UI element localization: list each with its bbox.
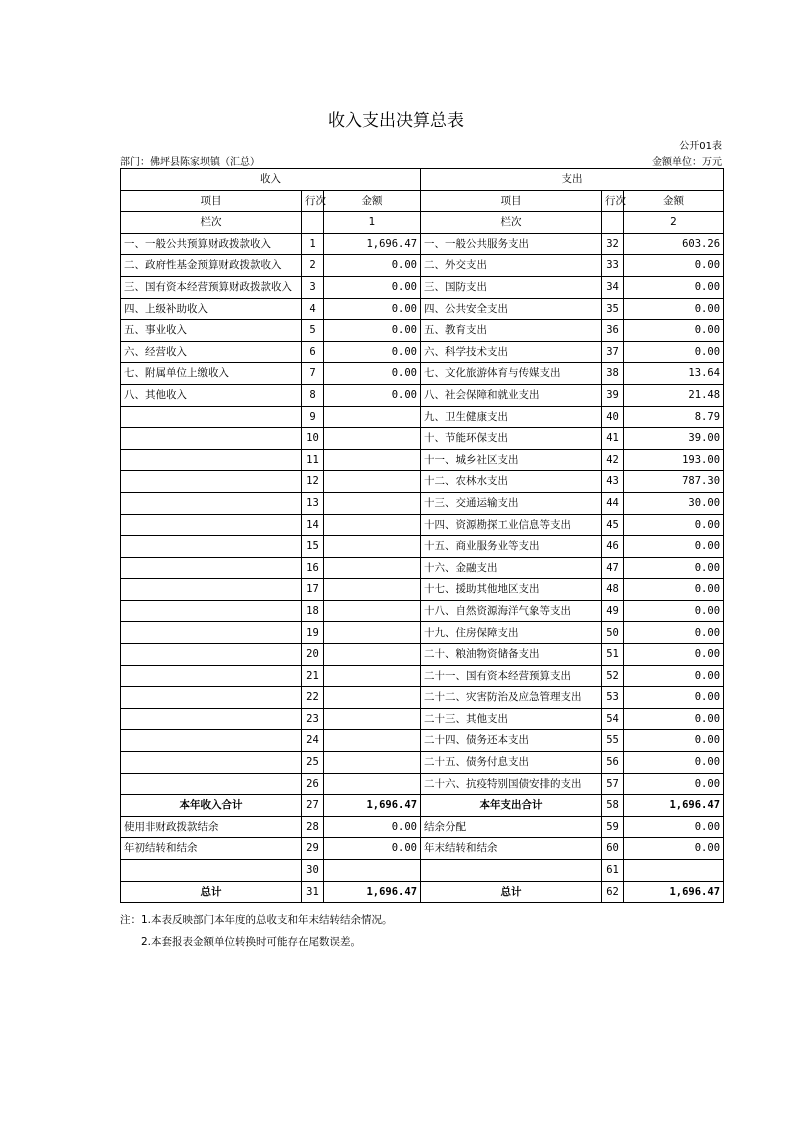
page-title: 收入支出决算总表 [328,111,464,131]
expense-amount-cell: 0.00 [624,687,724,709]
income-amount-cell [324,536,421,558]
income-amount-cell [324,406,421,428]
income-line-cell: 31 [302,881,324,903]
income-item-header: 项目 [121,190,302,212]
income-item-cell [121,406,302,428]
income-item-cell [121,708,302,730]
table-row [121,298,724,320]
form-number: 公开01表 [679,141,722,152]
expense-section-header: 支出 [421,169,724,191]
income-line-cell: 17 [302,579,324,601]
expense-line-cell: 48 [602,579,624,601]
income-line-cell: 25 [302,752,324,774]
income-item-cell [121,449,302,471]
expense-amount-header: 金额 [624,190,724,212]
expense-line-cell: 43 [602,471,624,493]
expense-amount-cell: 39.00 [624,428,724,450]
income-line-header: 行次 [302,190,324,212]
expense-amount-cell: 1,696.47 [624,881,724,903]
income-amount-cell [324,752,421,774]
income-amount-cell [324,644,421,666]
income-item-cell: 八、其他收入 [121,384,302,406]
expense-item-cell: 十七、援助其他地区支出 [421,579,602,601]
expense-amount-cell: 0.00 [624,557,724,579]
table-row [121,514,724,536]
department-label: 部门：佛坪县陈家坝镇（汇总） [120,157,260,168]
expense-amount-cell: 603.26 [624,233,724,255]
expense-amount-cell: 0.00 [624,730,724,752]
table-row [121,536,724,558]
income-item-cell: 四、上级补助收入 [121,298,302,320]
income-amount-cell: 0.00 [324,838,421,860]
table-row [121,708,724,730]
expense-amount-cell: 0.00 [624,644,724,666]
expense-line-cell: 37 [602,341,624,363]
table-row [121,644,724,666]
expense-amount-cell: 0.00 [624,255,724,277]
income-line-cell: 27 [302,795,324,817]
table-row [121,773,724,795]
expense-item-cell: 八、社会保障和就业支出 [421,384,602,406]
section-header-row [121,169,724,191]
expense-item-cell: 三、国防支出 [421,276,602,298]
expense-line-cell: 52 [602,665,624,687]
expense-amount-cell: 0.00 [624,600,724,622]
expense-item-cell: 二十一、国有资本经营预算支出 [421,665,602,687]
income-line-cell: 10 [302,428,324,450]
income-amount-cell: 0.00 [324,816,421,838]
income-item-cell [121,644,302,666]
expense-line-cell: 57 [602,773,624,795]
table-row [121,428,724,450]
income-line-cell: 26 [302,773,324,795]
table-row [121,752,724,774]
income-item-cell: 七、附属单位上缴收入 [121,363,302,385]
expense-line-cell: 59 [602,816,624,838]
expense-line-cell: 34 [602,276,624,298]
column-index-row [121,212,724,234]
table-row [121,622,724,644]
expense-item-cell: 总计 [421,881,602,903]
expense-item-cell: 十二、农林水支出 [421,471,602,493]
income-amount-cell: 0.00 [324,255,421,277]
expense-line-cell: 50 [602,622,624,644]
income-amount-cell: 0.00 [324,384,421,406]
income-item-cell [121,687,302,709]
income-amount-cell [324,514,421,536]
table-row [121,816,724,838]
expense-line-cell: 61 [602,860,624,882]
expense-item-cell: 十四、资源勘探工业信息等支出 [421,514,602,536]
expense-line-cell: 46 [602,536,624,558]
income-amount-cell [324,557,421,579]
expense-item-cell: 五、教育支出 [421,320,602,342]
expense-amount-cell: 21.48 [624,384,724,406]
expense-item-cell: 二十二、灾害防治及应急管理支出 [421,687,602,709]
expense-item-cell: 十八、自然资源海洋气象等支出 [421,600,602,622]
income-line-cell: 2 [302,255,324,277]
income-item-cell: 一、一般公共预算财政拨款收入 [121,233,302,255]
table-row [121,384,724,406]
expense-item-cell: 十、节能环保支出 [421,428,602,450]
expense-line-cell: 33 [602,255,624,277]
expense-amount-cell: 0.00 [624,579,724,601]
table-row [121,449,724,471]
income-line-cell: 21 [302,665,324,687]
expense-amount-cell: 0.00 [624,276,724,298]
expense-item-cell: 九、卫生健康支出 [421,406,602,428]
income-item-cell: 使用非财政拨款结余 [121,816,302,838]
income-line-cell: 3 [302,276,324,298]
income-line-cell: 11 [302,449,324,471]
income-line-cell: 1 [302,233,324,255]
income-amount-cell [324,687,421,709]
expense-line-cell: 45 [602,514,624,536]
table-row [121,320,724,342]
income-line-cell: 22 [302,687,324,709]
expense-column-label: 栏次 [421,212,602,234]
expense-line-cell: 60 [602,838,624,860]
expense-item-cell [421,860,602,882]
expense-item-cell: 二十六、抗疫特别国债安排的支出 [421,773,602,795]
income-item-cell [121,428,302,450]
expense-line-cell: 44 [602,492,624,514]
income-section-header: 收入 [121,169,421,191]
expense-line-cell: 32 [602,233,624,255]
expense-amount-cell: 0.00 [624,514,724,536]
table-row [121,730,724,752]
income-line-cell: 7 [302,363,324,385]
expense-item-cell: 二十五、债务付息支出 [421,752,602,774]
expense-amount-cell: 0.00 [624,320,724,342]
expense-amount-cell: 0.00 [624,816,724,838]
expense-item-cell: 二十、粮油物资储备支出 [421,644,602,666]
table-row [121,255,724,277]
expense-line-cell: 56 [602,752,624,774]
income-line-cell: 18 [302,600,324,622]
income-item-cell [121,492,302,514]
expense-amount-cell: 0.00 [624,622,724,644]
expense-amount-cell: 30.00 [624,492,724,514]
income-line-cell: 12 [302,471,324,493]
income-item-cell: 三、国有资本经营预算财政拨款收入 [121,276,302,298]
expense-amount-cell: 0.00 [624,838,724,860]
income-line-cell: 8 [302,384,324,406]
column-header-row [121,190,724,212]
income-line-cell: 5 [302,320,324,342]
expense-amount-cell: 13.64 [624,363,724,385]
expense-amount-cell: 0.00 [624,708,724,730]
expense-item-header: 项目 [421,190,602,212]
table-row [121,665,724,687]
income-line-cell: 15 [302,536,324,558]
expense-item-cell: 十六、金融支出 [421,557,602,579]
income-item-cell [121,514,302,536]
income-item-cell [121,730,302,752]
expense-item-cell: 二十三、其他支出 [421,708,602,730]
table-row [121,233,724,255]
income-column-label: 栏次 [121,212,302,234]
income-column-index: 1 [324,212,421,234]
income-line-cell: 28 [302,816,324,838]
table-row [121,579,724,601]
expense-amount-cell: 0.00 [624,752,724,774]
expense-line-cell: 39 [602,384,624,406]
income-item-cell: 五、事业收入 [121,320,302,342]
income-line-cell: 23 [302,708,324,730]
table-row [121,881,724,903]
note-1: 注：1.本表反映部门本年度的总收支和年末结转结余情况。 [120,914,393,926]
income-line-cell: 13 [302,492,324,514]
expense-line-cell: 49 [602,600,624,622]
expense-amount-cell: 193.00 [624,449,724,471]
table-row [121,838,724,860]
expense-item-cell: 二、外交支出 [421,255,602,277]
amount-unit-label: 金额单位：万元 [652,157,722,168]
expense-amount-cell: 1,696.47 [624,795,724,817]
expense-item-cell: 年末结转和结余 [421,838,602,860]
income-amount-header: 金额 [324,190,421,212]
income-item-cell [121,860,302,882]
expense-line-cell: 62 [602,881,624,903]
income-amount-cell [324,622,421,644]
income-line-cell: 4 [302,298,324,320]
expense-item-cell: 本年支出合计 [421,795,602,817]
empty-cell [602,212,624,234]
income-amount-cell: 1,696.47 [324,795,421,817]
income-line-cell: 30 [302,860,324,882]
table-row [121,860,724,882]
expense-line-header: 行次 [602,190,624,212]
income-amount-cell [324,708,421,730]
income-amount-cell [324,492,421,514]
expense-amount-cell: 8.79 [624,406,724,428]
income-line-cell: 29 [302,838,324,860]
expense-line-cell: 41 [602,428,624,450]
income-line-cell: 24 [302,730,324,752]
expense-line-cell: 58 [602,795,624,817]
expense-item-cell: 四、公共安全支出 [421,298,602,320]
income-amount-cell: 0.00 [324,298,421,320]
expense-line-cell: 35 [602,298,624,320]
expense-amount-cell: 0.00 [624,665,724,687]
expense-item-cell: 一、一般公共服务支出 [421,233,602,255]
expense-amount-cell: 0.00 [624,341,724,363]
expense-item-cell: 六、科学技术支出 [421,341,602,363]
table-row [121,795,724,817]
income-item-cell [121,557,302,579]
income-item-cell: 本年收入合计 [121,795,302,817]
expense-line-cell: 54 [602,708,624,730]
expense-amount-cell: 0.00 [624,773,724,795]
income-amount-cell [324,428,421,450]
expense-item-cell: 七、文化旅游体育与传媒支出 [421,363,602,385]
income-amount-cell [324,773,421,795]
expense-item-cell: 二十四、债务还本支出 [421,730,602,752]
expense-line-cell: 42 [602,449,624,471]
income-amount-cell [324,730,421,752]
expense-item-cell: 十三、交通运输支出 [421,492,602,514]
table-row [121,492,724,514]
income-amount-cell: 0.00 [324,276,421,298]
income-amount-cell [324,449,421,471]
income-item-cell [121,600,302,622]
income-item-cell: 年初结转和结余 [121,838,302,860]
income-item-cell: 六、经营收入 [121,341,302,363]
note-2: 2.本套报表金额单位转换时可能存在尾数误差。 [141,936,362,948]
expense-line-cell: 47 [602,557,624,579]
expense-line-cell: 51 [602,644,624,666]
income-amount-cell [324,579,421,601]
table-row [121,406,724,428]
table-row [121,276,724,298]
table-row [121,341,724,363]
expense-amount-cell [624,860,724,882]
income-item-cell [121,471,302,493]
expense-item-cell: 十一、城乡社区支出 [421,449,602,471]
expense-amount-cell: 0.00 [624,298,724,320]
expense-line-cell: 38 [602,363,624,385]
income-expense-table [120,168,724,903]
income-amount-cell [324,600,421,622]
table-row [121,363,724,385]
expense-item-cell: 结余分配 [421,816,602,838]
income-amount-cell: 0.00 [324,363,421,385]
table-row [121,557,724,579]
expense-line-cell: 53 [602,687,624,709]
expense-amount-cell: 787.30 [624,471,724,493]
income-item-cell [121,536,302,558]
income-item-cell [121,622,302,644]
expense-line-cell: 36 [602,320,624,342]
notes [120,909,393,953]
income-amount-cell [324,471,421,493]
income-line-cell: 14 [302,514,324,536]
income-item-cell [121,752,302,774]
expense-line-cell: 55 [602,730,624,752]
expense-item-cell: 十九、住房保障支出 [421,622,602,644]
table-row [121,600,724,622]
income-line-cell: 20 [302,644,324,666]
table-row [121,471,724,493]
income-amount-cell: 1,696.47 [324,881,421,903]
income-amount-cell: 0.00 [324,320,421,342]
expense-item-cell: 十五、商业服务业等支出 [421,536,602,558]
income-amount-cell: 0.00 [324,341,421,363]
income-line-cell: 6 [302,341,324,363]
income-amount-cell [324,860,421,882]
income-item-cell [121,773,302,795]
income-item-cell [121,579,302,601]
expense-column-index: 2 [624,212,724,234]
income-amount-cell [324,665,421,687]
income-item-cell: 总计 [121,881,302,903]
income-line-cell: 16 [302,557,324,579]
income-item-cell: 二、政府性基金预算财政拨款收入 [121,255,302,277]
table-row [121,687,724,709]
expense-amount-cell: 0.00 [624,536,724,558]
income-amount-cell: 1,696.47 [324,233,421,255]
empty-cell [302,212,324,234]
income-line-cell: 9 [302,406,324,428]
income-line-cell: 19 [302,622,324,644]
expense-line-cell: 40 [602,406,624,428]
income-item-cell [121,665,302,687]
